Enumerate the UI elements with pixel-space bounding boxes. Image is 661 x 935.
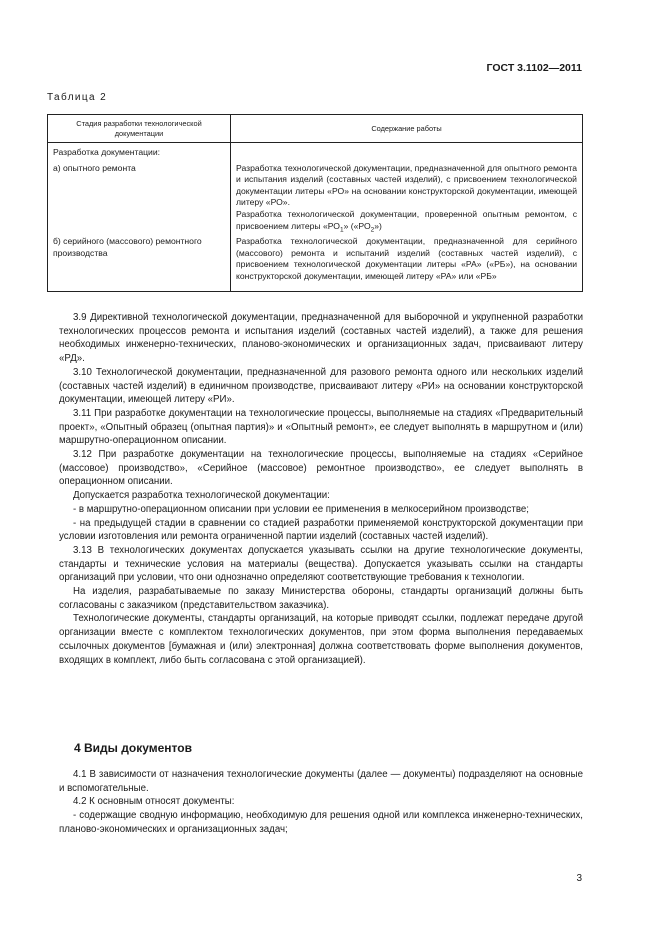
table-row <box>48 159 583 233</box>
paragraph-4-1: 4.1 В зависимости от назначения технологические документы (далее — документы) подразделяют на основные и вспомогательные. <box>59 769 583 794</box>
paragraph-allow: Допускается разработка технологической документации: <box>73 490 330 502</box>
table-header-row <box>48 115 583 143</box>
body-text <box>59 311 583 667</box>
content-cell <box>231 159 583 233</box>
content-paragraph: Разработка технологической документации, проверенной опытным ремонтом, с присвоением литеры «$РО_1$» $(«РО_2»)$ <box>236 208 577 234</box>
table-row <box>48 143 583 159</box>
paragraph-4-2-item: - содержащие сводную информацию, необходимую для решения одной или комплекса инженерно-технических, планово-экономических и организационных задач; <box>59 810 583 835</box>
col-stage-header: Стадия разработки технологической документации <box>48 115 231 143</box>
stage-cell: а) опытного ремонта <box>48 159 231 233</box>
paragraph-3-10: 3.10 Технологической документации, предназначенной для разового ремонта одного или нескольких изделий (составных частей изделий) в единичном производстве, присваивают литеру «РИ» на основании конструкторской документации, имеющей литеру «РИ». <box>59 366 583 406</box>
content-paragraph: Разработка технологической документации, предназначенной для опытного ремонта и испытания изделий (составных частей изделий), с присвоением технологической документации литеры «РО» на основании конструкторской документации, имеющей литеру «РО». <box>236 162 577 208</box>
group-title: Разработка документации: <box>48 143 231 159</box>
paragraph-allow-item: - в маршрутно-операционном описании при условии ее применения в мелкосерийном производстве; <box>73 503 529 515</box>
stage-cell: б) серийного (массового) ремонтного производства <box>48 232 231 291</box>
page-number: 3 <box>576 873 582 884</box>
paragraph-3-13: 3.13 В технологических документах допускается указывать ссылки на другие технологические документы, стандарты и технические условия на материалы (вещества). Допускается указывать ссылки на стандарты организаций при условии, что они однозначно определяют соответствующие требования к технологии. <box>59 544 583 584</box>
paragraph-4-2: 4.2 К основным относят документы: <box>73 796 235 808</box>
document-code: ГОСТ 3.1102—2011 <box>486 62 582 74</box>
table-caption: Таблица 2 <box>47 92 108 103</box>
section-4-text <box>59 768 583 837</box>
paragraph-3-9: 3.9 Директивной технологической документации, предназначенной для выборочной и укрупненной разработки технологических процессов ремонта и испытания изделий (составных частей изделий), а также для решения необходимых инженерно-технических, планово-экономических и организационных задач, присваивают литеру «РД». <box>59 312 583 365</box>
table-row <box>48 232 583 291</box>
stages-table <box>47 114 583 292</box>
paragraph-refs: Технологические документы, стандарты организаций, на которые приводят ссылки, подлежат передаче другой организации вместе с комплектом технологических документов, при этом форма выполнения передаваемых ссылочных документов [бумажная и (или) электронная] должна соответствовать форме выполнения документов, входящих в комплект, либо быть согласована с этой организацией). <box>59 613 583 666</box>
content-cell: Разработка технологической документации, предназначенной для серийного (массового) ремонта и испытаний изделий (составных частей изделий), с присвоением технологической документации литеры «РА» («РБ»), на основании конструкторской документации, имеющей литеру «РА» или «РБ» <box>231 232 583 291</box>
paragraph-mo: На изделия, разрабатываемые по заказу Министерства обороны, стандарты организаций должны быть согласованы с заказчиком (представительством заказчика). <box>59 586 583 611</box>
paragraph-3-12: 3.12 При разработке документации на технологические процессы, выполняемые на стадиях «Серийное (массовое) производство», «Серийное (массовое) ремонтное производство», ее следует выполнять в операционном описании. <box>59 449 583 488</box>
paragraph-3-11: 3.11 При разработке документации на технологические процессы, выполняемые на стадиях «Предварительный проект», «Опытный образец (опытная партия)» и «Опытный ремонт», ее следует выполнять в маршрутном и (или) маршрутно-операционном описании. <box>59 407 583 447</box>
col-content-header: Содержание работы <box>231 115 583 143</box>
paragraph-allow-item: - на предыдущей стадии в сравнении со стадией разработки применяемой конструкторской документации при условии изготовления или ремонта ограниченной партии изделий (составных частей изделий). <box>59 517 583 543</box>
section-title: 4 Виды документов <box>74 741 192 755</box>
